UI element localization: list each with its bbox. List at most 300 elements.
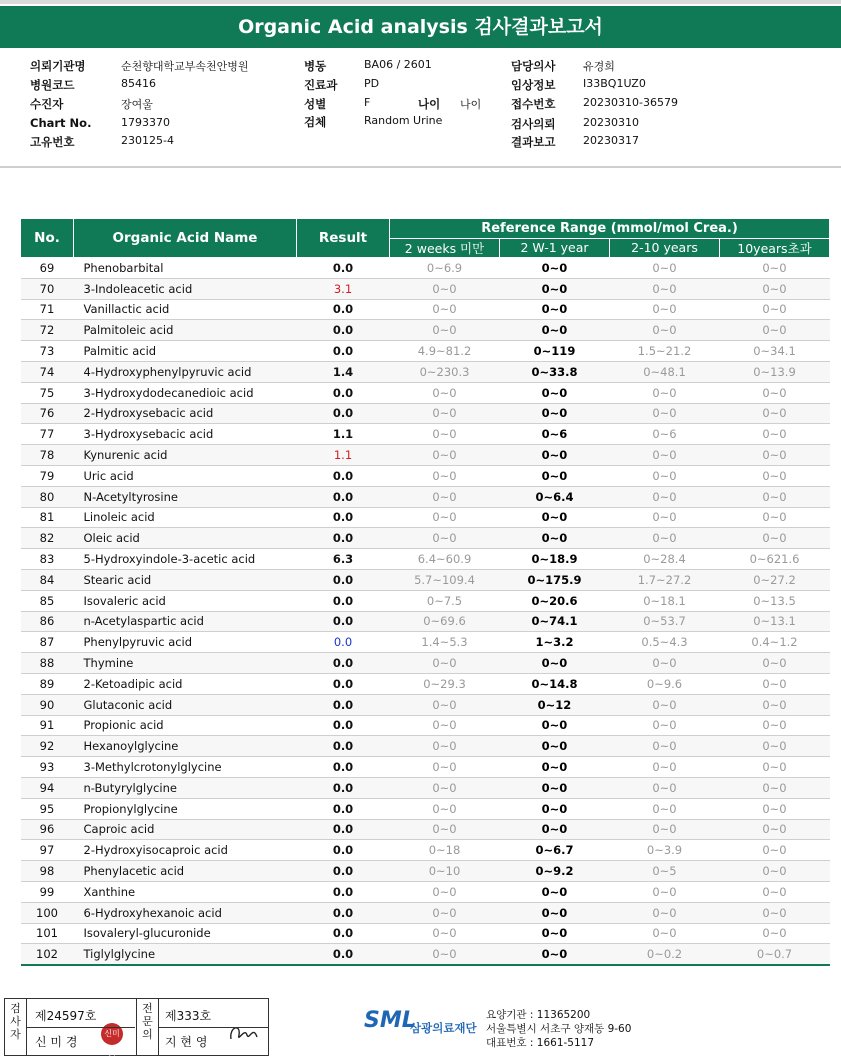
row-no: 92 [21, 736, 74, 757]
unique-id-value: 230125-4 [121, 134, 174, 147]
result-value: 1.1 [297, 424, 390, 445]
range-2w-1y: 0~6.7 [500, 840, 610, 861]
range-under-2-weeks: 0~0 [390, 486, 500, 507]
result-value: 0.0 [297, 403, 390, 424]
result-value: 6.3 [297, 549, 390, 570]
range-2w-1y: 0~0 [500, 507, 610, 528]
row-no: 79 [21, 465, 74, 486]
row-no: 101 [21, 923, 74, 944]
range-over-10y: 0~0 [720, 653, 830, 674]
range-over-10y: 0~34.1 [720, 341, 830, 362]
table-row [21, 341, 830, 362]
range-under-2-weeks: 0~0 [390, 299, 500, 320]
ward-label: 병동 [304, 59, 327, 73]
range-2-10y: 0~53.7 [610, 611, 720, 632]
range-2-10y: 0~0 [610, 819, 720, 840]
range-2w-1y: 0~175.9 [500, 569, 610, 590]
result-value: 0.0 [297, 507, 390, 528]
row-no: 73 [21, 341, 74, 362]
range-over-10y: 0~0 [720, 486, 830, 507]
range-2w-1y: 0~0 [500, 777, 610, 798]
report-date-label: 결과보고 [511, 135, 556, 149]
result-value: 0.0 [297, 341, 390, 362]
range-over-10y: 0~13.1 [720, 611, 830, 632]
row-no: 77 [21, 424, 74, 445]
range-2w-1y: 0~0 [500, 528, 610, 549]
specimen-value: Random Urine [364, 114, 443, 127]
range-2-10y: 0~0 [610, 382, 720, 403]
range-2-10y: 0~0.2 [610, 944, 720, 965]
organic-acid-name: Vanillactic acid [74, 299, 297, 320]
range-under-2-weeks: 0~0 [390, 902, 500, 923]
range-over-10y: 0~0 [720, 299, 830, 320]
range-2-10y: 0~0 [610, 777, 720, 798]
organic-acid-name: n-Butyrylglycine [74, 777, 297, 798]
range-over-10y: 0~0 [720, 694, 830, 715]
range-2w-1y: 0~33.8 [500, 361, 610, 382]
clinical-info-value: I33BQ1UZ0 [583, 77, 646, 90]
table-row [21, 465, 830, 486]
table-row [21, 694, 830, 715]
range-over-10y: 0~0 [720, 777, 830, 798]
table-row [21, 278, 830, 299]
table-row [21, 528, 830, 549]
range-2w-1y: 0~0 [500, 944, 610, 965]
row-no: 87 [21, 632, 74, 653]
reviewer-license-no: 제333호 [165, 1009, 212, 1023]
table-row [21, 673, 830, 694]
results-table-body [21, 258, 830, 965]
lab-name: 삼광의료재단 [410, 1021, 477, 1035]
table-row [21, 819, 830, 840]
range-over-10y: 0~621.6 [720, 549, 830, 570]
table-row [21, 403, 830, 424]
organic-acid-name: Xanthine [74, 881, 297, 902]
table-row [21, 590, 830, 611]
range-over-10y: 0~0 [720, 403, 830, 424]
organic-acid-name: Propionylglycine [74, 798, 297, 819]
hospital-code-value: 85416 [121, 77, 156, 90]
report-footer [0, 998, 841, 1064]
row-no: 90 [21, 694, 74, 715]
organic-acid-name: 2-Hydroxysebacic acid [74, 403, 297, 424]
hospital-label: 의뢰기관명 [30, 59, 86, 73]
report-date-value: 20230317 [583, 134, 639, 147]
range-2-10y: 0~0 [610, 403, 720, 424]
row-no: 70 [21, 278, 74, 299]
result-value: 0.0 [297, 861, 390, 882]
table-row [21, 549, 830, 570]
range-over-10y: 0~0 [720, 382, 830, 403]
table-row [21, 798, 830, 819]
range-under-2-weeks: 0~0 [390, 736, 500, 757]
range-under-2-weeks: 0~0 [390, 465, 500, 486]
department-label: 진료과 [304, 78, 338, 92]
range-2-10y: 0~6 [610, 424, 720, 445]
table-row [21, 486, 830, 507]
row-no: 83 [21, 549, 74, 570]
range-under-2-weeks: 5.7~109.4 [390, 569, 500, 590]
range-over-10y: 0~0 [720, 445, 830, 466]
result-value: 0.0 [297, 590, 390, 611]
range-2-10y: 0~0 [610, 507, 720, 528]
row-no: 80 [21, 486, 74, 507]
range-under-2-weeks: 0~230.3 [390, 361, 500, 382]
age-value: 나이 [460, 98, 482, 111]
range-under-2-weeks: 0~0 [390, 382, 500, 403]
reviewer-signature-icon [227, 1021, 261, 1045]
organic-acid-name: Hexanoylglycine [74, 736, 297, 757]
lab-address: 서울특별시 서초구 양재동 9-60 [486, 1023, 632, 1035]
result-value: 0.0 [297, 382, 390, 403]
result-value: 0.0 [297, 694, 390, 715]
range-2-10y: 0~0 [610, 299, 720, 320]
range-2-10y: 0~0 [610, 757, 720, 778]
top-border [0, 0, 841, 4]
organic-acid-name: Thymine [74, 653, 297, 674]
range-under-2-weeks: 0~0 [390, 777, 500, 798]
header-range-2w-1y: 2 W-1 year [500, 238, 610, 258]
range-2w-1y: 0~0 [500, 445, 610, 466]
specimen-label: 검체 [304, 115, 327, 129]
result-value: 0.0 [297, 569, 390, 590]
lab-contact [486, 1008, 631, 1050]
result-value: 0.0 [297, 258, 390, 279]
header-range-under-2-weeks: 2 weeks 미만 [390, 238, 500, 258]
table-row [21, 445, 830, 466]
range-2w-1y: 0~6 [500, 424, 610, 445]
row-no: 95 [21, 798, 74, 819]
row-no: 99 [21, 881, 74, 902]
table-row [21, 569, 830, 590]
table-row [21, 299, 830, 320]
organic-acid-name: Caproic acid [74, 819, 297, 840]
range-under-2-weeks: 0~0 [390, 528, 500, 549]
result-value: 0.0 [297, 299, 390, 320]
range-under-2-weeks: 0~0 [390, 445, 500, 466]
range-2-10y: 0.5~4.3 [610, 632, 720, 653]
range-2w-1y: 0~0 [500, 465, 610, 486]
range-2w-1y: 0~18.9 [500, 549, 610, 570]
organic-acid-name: 3-Hydroxysebacic acid [74, 424, 297, 445]
results-table [20, 218, 830, 966]
range-under-2-weeks: 0~0 [390, 507, 500, 528]
organic-acid-name: Palmitoleic acid [74, 320, 297, 341]
range-under-2-weeks: 0~0 [390, 424, 500, 445]
range-over-10y: 0~0 [720, 861, 830, 882]
range-under-2-weeks: 0~0 [390, 694, 500, 715]
range-over-10y: 0~0 [720, 902, 830, 923]
range-over-10y: 0.4~1.2 [720, 632, 830, 653]
range-under-2-weeks: 0~0 [390, 403, 500, 424]
result-value: 0.0 [297, 486, 390, 507]
request-date-value: 20230310 [583, 116, 639, 129]
range-under-2-weeks: 0~0 [390, 653, 500, 674]
range-2w-1y: 0~0 [500, 902, 610, 923]
result-value: 0.0 [297, 757, 390, 778]
range-over-10y: 0~0 [720, 881, 830, 902]
signature-box [4, 998, 269, 1060]
reviewer-label: 전문의 [137, 999, 159, 1055]
range-over-10y: 0~0 [720, 465, 830, 486]
organic-acid-name: Uric acid [74, 465, 297, 486]
patient-label: 수진자 [30, 97, 64, 111]
range-2-10y: 0~0 [610, 528, 720, 549]
range-over-10y: 0~0 [720, 715, 830, 736]
result-value: 0.0 [297, 777, 390, 798]
row-no: 96 [21, 819, 74, 840]
range-over-10y: 0~0 [720, 819, 830, 840]
header-range-2-10y: 2-10 years [610, 238, 720, 258]
range-under-2-weeks: 0~0 [390, 715, 500, 736]
table-row [21, 611, 830, 632]
range-2-10y: 0~0 [610, 715, 720, 736]
result-value: 0.0 [297, 715, 390, 736]
row-no: 89 [21, 673, 74, 694]
range-under-2-weeks: 0~7.5 [390, 590, 500, 611]
hospital-code-label: 병원코드 [30, 78, 75, 92]
range-2w-1y: 0~9.2 [500, 861, 610, 882]
range-2-10y: 0~0 [610, 881, 720, 902]
organic-acid-name: Tiglylglycine [74, 944, 297, 965]
range-2-10y: 0~18.1 [610, 590, 720, 611]
range-under-2-weeks: 6.4~60.9 [390, 549, 500, 570]
row-no: 84 [21, 569, 74, 590]
range-2-10y: 0~0 [610, 258, 720, 279]
range-under-2-weeks: 0~10 [390, 861, 500, 882]
organic-acid-name: 3-Indoleacetic acid [74, 278, 297, 299]
range-over-10y: 0~0 [720, 736, 830, 757]
doctor-value: 유경희 [583, 60, 615, 73]
range-under-2-weeks: 0~69.6 [390, 611, 500, 632]
range-2-10y: 0~0 [610, 736, 720, 757]
range-2w-1y: 0~0 [500, 382, 610, 403]
row-no: 71 [21, 299, 74, 320]
range-2w-1y: 0~14.8 [500, 673, 610, 694]
section-divider [0, 166, 841, 168]
range-2w-1y: 0~0 [500, 715, 610, 736]
organic-acid-name: Kynurenic acid [74, 445, 297, 466]
patient-value: 장여울 [121, 98, 153, 111]
header-name: Organic Acid Name [74, 219, 297, 258]
organic-acid-name: 4-Hydroxyphenylpyruvic acid [74, 361, 297, 382]
table-row [21, 361, 830, 382]
range-under-2-weeks: 1.4~5.3 [390, 632, 500, 653]
range-2-10y: 0~0 [610, 486, 720, 507]
result-value: 0.0 [297, 902, 390, 923]
table-row [21, 881, 830, 902]
range-2-10y: 0~0 [610, 465, 720, 486]
range-2w-1y: 1~3.2 [500, 632, 610, 653]
table-row [21, 653, 830, 674]
row-no: 91 [21, 715, 74, 736]
organic-acid-name: Phenylpyruvic acid [74, 632, 297, 653]
range-over-10y: 0~0 [720, 757, 830, 778]
signature-divider [27, 1027, 135, 1028]
header-result: Result [297, 219, 390, 258]
chart-no-label: Chart No. [30, 116, 92, 130]
table-row [21, 861, 830, 882]
range-over-10y: 0~13.5 [720, 590, 830, 611]
range-2-10y: 0~0 [610, 694, 720, 715]
doctor-label: 담당의사 [511, 59, 556, 73]
row-no: 85 [21, 590, 74, 611]
row-no: 98 [21, 861, 74, 882]
range-over-10y: 0~0 [720, 840, 830, 861]
range-over-10y: 0~0.7 [720, 944, 830, 965]
age-label: 나이 [418, 97, 441, 111]
range-over-10y: 0~0 [720, 528, 830, 549]
result-value: 0.0 [297, 528, 390, 549]
range-2-10y: 0~0 [610, 445, 720, 466]
range-2w-1y: 0~0 [500, 819, 610, 840]
row-no: 75 [21, 382, 74, 403]
organic-acid-name: 3-Hydroxydodecanedioic acid [74, 382, 297, 403]
result-value: 1.4 [297, 361, 390, 382]
range-2-10y: 0~0 [610, 320, 720, 341]
table-row [21, 736, 830, 757]
result-value: 0.0 [297, 944, 390, 965]
table-row [21, 923, 830, 944]
department-value: PD [364, 77, 380, 90]
range-over-10y: 0~0 [720, 258, 830, 279]
range-2w-1y: 0~0 [500, 278, 610, 299]
range-under-2-weeks: 0~6.9 [390, 258, 500, 279]
receipt-no-label: 접수번호 [511, 97, 556, 111]
range-2w-1y: 0~0 [500, 923, 610, 944]
range-2w-1y: 0~119 [500, 341, 610, 362]
row-no: 97 [21, 840, 74, 861]
organic-acid-name: Oleic acid [74, 528, 297, 549]
lab-logo-mark: SML [364, 1008, 416, 1033]
result-value: 0.0 [297, 798, 390, 819]
range-over-10y: 0~0 [720, 507, 830, 528]
range-2-10y: 0~9.6 [610, 673, 720, 694]
table-row [21, 320, 830, 341]
range-2w-1y: 0~0 [500, 736, 610, 757]
range-under-2-weeks: 0~18 [390, 840, 500, 861]
range-over-10y: 0~0 [720, 798, 830, 819]
range-2w-1y: 0~12 [500, 694, 610, 715]
range-2w-1y: 0~0 [500, 881, 610, 902]
table-row [21, 777, 830, 798]
result-value: 0.0 [297, 840, 390, 861]
range-over-10y: 0~0 [720, 278, 830, 299]
table-row [21, 382, 830, 403]
tester-label: 검사자 [5, 999, 27, 1055]
range-under-2-weeks: 0~29.3 [390, 673, 500, 694]
row-no: 100 [21, 902, 74, 923]
row-no: 93 [21, 757, 74, 778]
sex-value: F [364, 96, 371, 109]
result-value: 3.1 [297, 278, 390, 299]
sex-label: 성별 [304, 97, 327, 111]
range-2w-1y: 0~0 [500, 299, 610, 320]
range-under-2-weeks: 0~0 [390, 944, 500, 965]
tester-name: 신 미 경 [35, 1035, 78, 1049]
result-value: 0.0 [297, 465, 390, 486]
result-value: 0.0 [297, 632, 390, 653]
result-value: 0.0 [297, 611, 390, 632]
signature-divider-right [159, 1027, 268, 1028]
row-no: 72 [21, 320, 74, 341]
range-2w-1y: 0~20.6 [500, 590, 610, 611]
tester-seal-stamp: 신미경 [101, 1023, 123, 1045]
chart-no-value: 1793370 [121, 116, 170, 129]
range-2w-1y: 0~0 [500, 403, 610, 424]
organic-acid-name: Isovaleryl-glucuronide [74, 923, 297, 944]
range-2w-1y: 0~6.4 [500, 486, 610, 507]
range-2-10y: 1.7~27.2 [610, 569, 720, 590]
organic-acid-name: Isovaleric acid [74, 590, 297, 611]
table-row [21, 507, 830, 528]
patient-info-section [0, 56, 841, 156]
range-2-10y: 0~0 [610, 278, 720, 299]
header-range-over-10y: 10years초과 [720, 238, 830, 258]
range-2w-1y: 0~0 [500, 798, 610, 819]
result-value: 0.0 [297, 653, 390, 674]
header-no: No. [21, 219, 74, 258]
organic-acid-name: 3-Methylcrotonylglycine [74, 757, 297, 778]
range-over-10y: 0~0 [720, 923, 830, 944]
report-title: Organic Acid analysis 검사결과보고서 [0, 6, 841, 48]
result-value: 0.0 [297, 923, 390, 944]
result-value: 1.1 [297, 445, 390, 466]
result-value: 0.0 [297, 320, 390, 341]
row-no: 102 [21, 944, 74, 965]
range-2-10y: 0~0 [610, 798, 720, 819]
range-over-10y: 0~0 [720, 320, 830, 341]
range-under-2-weeks: 0~0 [390, 798, 500, 819]
reviewer-name: 지 현 영 [165, 1035, 208, 1049]
range-2-10y: 0~5 [610, 861, 720, 882]
range-over-10y: 0~13.9 [720, 361, 830, 382]
row-no: 81 [21, 507, 74, 528]
table-row [21, 757, 830, 778]
result-value: 0.0 [297, 819, 390, 840]
header-reference-range: Reference Range (mmol/mol Crea.) [390, 219, 830, 239]
row-no: 88 [21, 653, 74, 674]
range-under-2-weeks: 0~0 [390, 320, 500, 341]
table-row [21, 424, 830, 445]
receipt-no-value: 20230310-36579 [583, 96, 678, 109]
range-under-2-weeks: 4.9~81.2 [390, 341, 500, 362]
row-no: 74 [21, 361, 74, 382]
range-under-2-weeks: 0~0 [390, 819, 500, 840]
range-under-2-weeks: 0~0 [390, 278, 500, 299]
range-2-10y: 0~0 [610, 653, 720, 674]
organic-acid-name: Phenobarbital [74, 258, 297, 279]
row-no: 78 [21, 445, 74, 466]
range-2w-1y: 0~0 [500, 653, 610, 674]
care-institution-code: 요양기관 : 11365200 [486, 1009, 591, 1021]
range-2-10y: 1.5~21.2 [610, 341, 720, 362]
ward-value: BA06 / 2601 [364, 58, 432, 71]
organic-acid-name: 2-Hydroxyisocaproic acid [74, 840, 297, 861]
result-value: 0.0 [297, 673, 390, 694]
lab-phone: 대표번호 : 1661-5117 [486, 1037, 595, 1049]
table-row [21, 258, 830, 279]
organic-acid-name: Stearic acid [74, 569, 297, 590]
row-no: 86 [21, 611, 74, 632]
organic-acid-name: N-Acetyltyrosine [74, 486, 297, 507]
range-under-2-weeks: 0~0 [390, 757, 500, 778]
range-over-10y: 0~0 [720, 673, 830, 694]
range-2w-1y: 0~0 [500, 757, 610, 778]
table-row [21, 944, 830, 965]
range-2-10y: 0~0 [610, 902, 720, 923]
range-2-10y: 0~28.4 [610, 549, 720, 570]
